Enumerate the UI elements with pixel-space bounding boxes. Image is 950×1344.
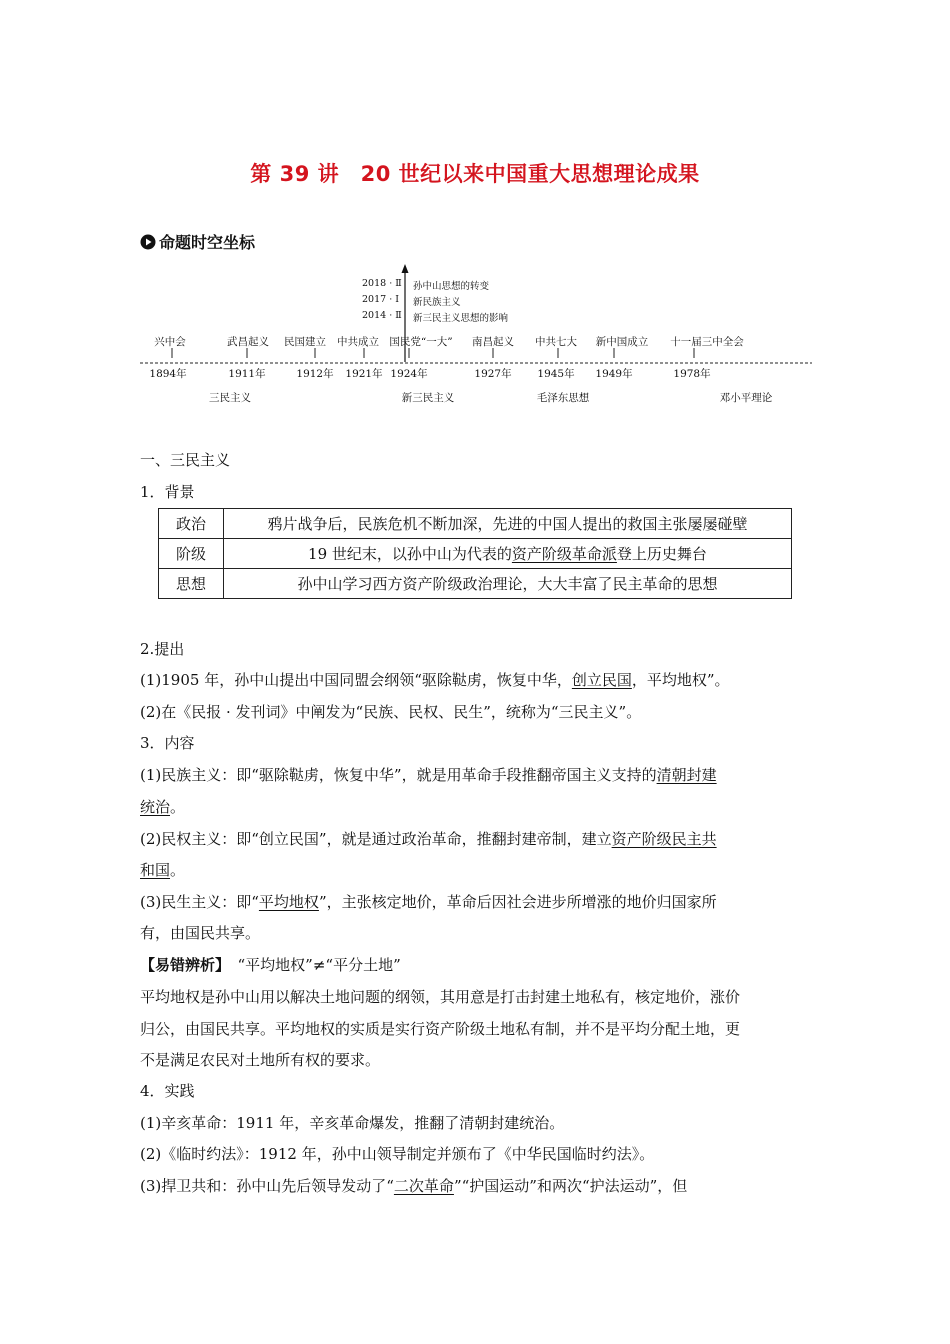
paragraph: (1)民族主义：即“驱除鞑虏，恢复中华”，就是用革命手段推翻帝国主义支持的清朝封建 [140,766,717,784]
section-heading-text: 命题时空坐标 [159,233,256,252]
paragraph: 平均地权是孙中山用以解决土地问题的纲领，其用意是打击封建土地私有，核定地价，涨价 [140,988,741,1006]
era-label: 邓小平理论 [719,392,773,404]
event-label: 兴中会 [154,336,186,348]
subheading-background: 1．背景 [140,483,195,501]
year-label: 1945年 [537,368,575,380]
key-term: 和国 [140,861,171,879]
year-label: 1924年 [390,368,428,380]
table-value-text: 19 世纪末，以孙中山为代表的 [308,545,512,563]
year-label: 1894年 [149,368,187,380]
year-label: 1949年 [595,368,633,380]
part-heading: 一、三民主义 [140,451,231,469]
event-label: 南昌起义 [472,336,514,348]
exam-topic: 孙中山思想的转变 [413,281,490,292]
paragraph: 不是满足农民对土地所有权的要求。 [140,1051,381,1069]
key-term: 平均地权 [258,893,319,911]
exam-year: 2017 · Ⅰ [362,294,399,305]
page-title: 第 39 讲 20 世纪以来中国重大思想理论成果 [250,162,700,186]
event-label: 民国建立 [284,336,326,348]
table-row [159,509,792,539]
subheading-propose: 2.提出 [140,640,185,658]
key-term: 资产阶级革命派 [511,545,617,563]
paragraph: (3)民生主义：即“平均地权”，主张核定地价，革命后因社会进步所增涨的地价归国家所 [140,893,717,911]
table-key: 阶级 [159,539,224,569]
paragraph: 统治。 [140,798,186,816]
timeline-ticks [172,348,694,358]
note-tag: 【易错辨析】 [140,956,223,974]
exam-topic: 新民族主义 [413,297,461,308]
event-label: 新中国成立 [595,336,649,348]
timeline [0,0,950,420]
paragraph: (2)《临时约法》：1912 年，孙中山领导制定并颁布了《中华民国临时约法》。 [140,1145,655,1163]
key-term: 资产阶级民主共 [611,830,717,848]
event-label: 武昌起义 [227,336,269,348]
era-label: 三民主义 [209,392,251,404]
note-heading: 【易错辨析】 “平均地权”≠“平分土地” [140,956,401,974]
year-label: 1921年 [345,368,383,380]
year-label: 1978年 [673,368,711,380]
era-label: 毛泽东思想 [536,392,590,404]
table-key: 思想 [159,569,224,599]
paragraph: 和国。 [140,861,186,879]
arrow-head-icon [402,264,409,273]
table-value-text: 登上历史舞台 [616,545,707,563]
event-label: 中共成立 [337,336,379,348]
key-term: 创立民国 [571,671,632,689]
table-row [159,569,792,599]
year-label: 1911年 [228,368,266,380]
paragraph: (2)民权主义：即“创立民国”，就是通过政治革命，推翻封建帝制，建立资产阶级民主共 [140,830,717,848]
paragraph: 有，由国民共享。 [140,924,261,942]
event-label: 中共七大 [535,336,577,348]
paragraph: (1)1905 年，孙中山提出中国同盟会纲领“驱除鞑虏，恢复中华，创立民国，平均地权”。 [140,671,730,689]
table-value [224,539,792,569]
key-term: 二次革命 [393,1177,454,1195]
key-term: 清朝封建 [656,766,717,784]
exam-year: 2014 · Ⅱ [362,310,402,321]
year-label: 1912年 [296,368,334,380]
paragraph: 归公，由国民共享。平均地权的实质是实行资产阶级土地私有制，并不是平均分配土地，更 [140,1020,741,1038]
event-label: 国民党“一大” [389,336,453,348]
subheading-content: 3．内容 [140,734,195,752]
table-row [159,539,792,569]
subheading-practice: 4．实践 [140,1082,195,1100]
year-label: 1927年 [474,368,512,380]
paragraph: (2)在《民报 · 发刊词》中阐发为“民族、民权、民生”，统称为“三民主义”。 [140,703,642,721]
event-label: 十一届三中全会 [670,336,744,348]
exam-topic: 新三民主义思想的影响 [413,313,509,324]
era-label: 新三民主义 [401,392,455,404]
table-key: 政治 [159,509,224,539]
table-value: 孙中山学习西方资产阶级政治理论，大大丰富了民主革命的思想 [224,569,792,599]
timeline-lines [0,0,950,420]
exam-year: 2018 · Ⅱ [362,278,402,289]
key-term: 统治 [140,798,171,816]
paragraph: (1)辛亥革命：1911 年，辛亥革命爆发，推翻了清朝封建统治。 [140,1114,565,1132]
paragraph: (3)捍卫共和：孙中山先后领导发动了“二次革命”“护国运动”和两次“护法运动”，但 [140,1177,688,1195]
background-table [158,508,792,599]
table-value: 鸦片战争后，民族危机不断加深，先进的中国人提出的救国主张屡屡碰壁 [224,509,792,539]
